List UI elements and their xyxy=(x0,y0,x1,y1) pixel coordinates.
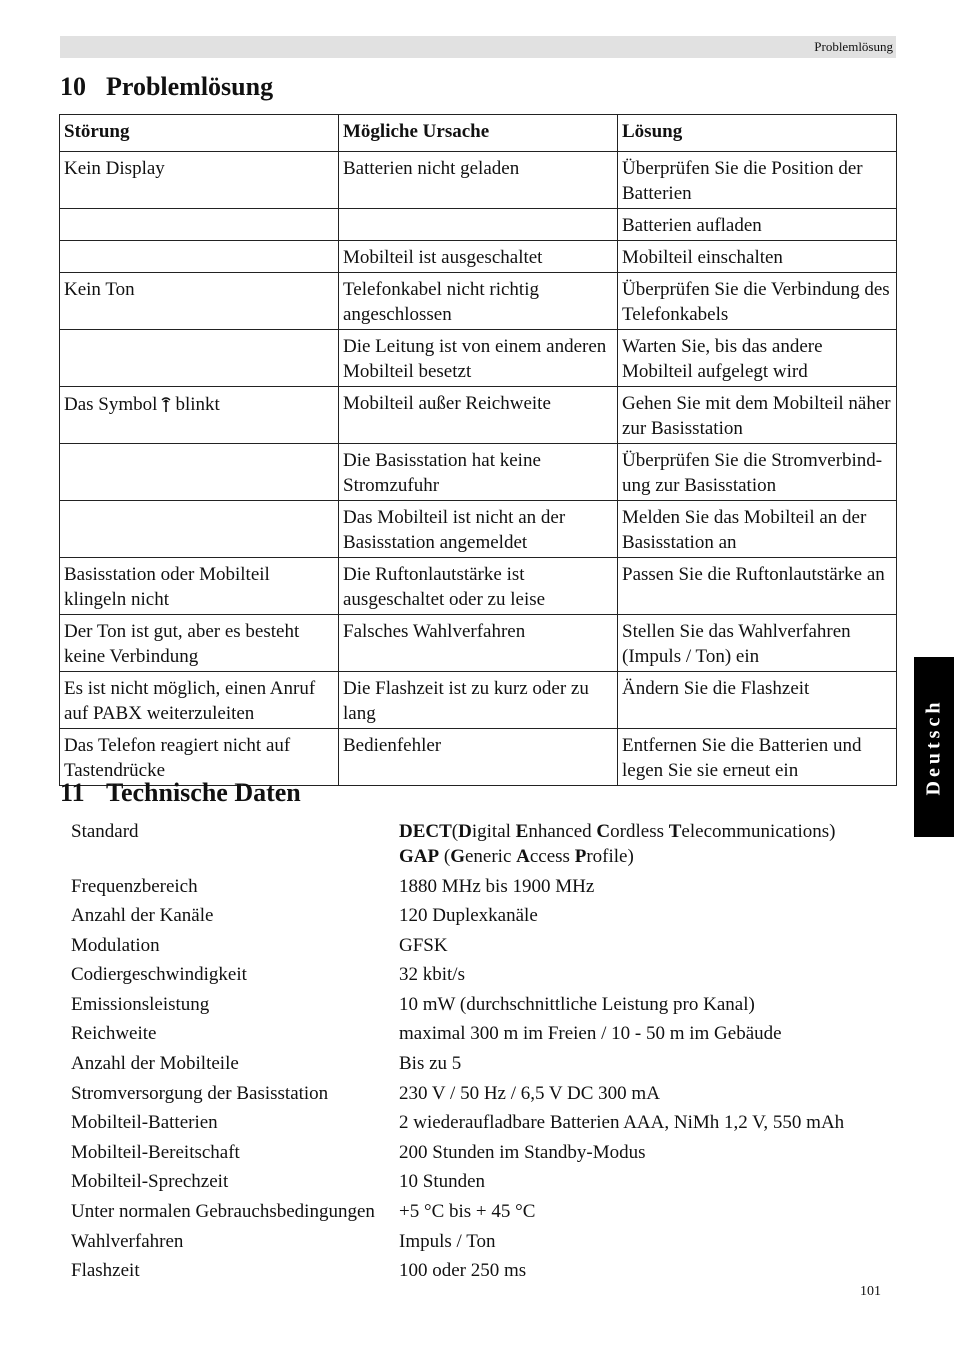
spec-label: Standard xyxy=(71,821,139,842)
table-cell: Warten Sie, bis das andere Mobilteil aufgelegt wird xyxy=(618,330,897,387)
spec-row xyxy=(71,874,901,904)
section-title: Technische Daten xyxy=(106,778,301,807)
table-cell: Batterien nicht geladen xyxy=(339,152,618,209)
spec-value: 230 V / 50 Hz / 6,5 V DC 300 mA xyxy=(399,1082,660,1104)
troubleshooting-table xyxy=(59,114,897,786)
table-cell: Mobilteil außer Reichweite xyxy=(339,387,618,444)
table-cell: Ändern Sie die Flashzeit xyxy=(618,672,897,729)
table-cell: Basisstation oder Mobilteil klingeln nicht xyxy=(60,558,339,615)
table-cell: Entfernen Sie die Batterien und legen Sie sie erneut ein xyxy=(618,729,897,786)
standard-dect: DECT(Digital Enhanced Cordless Telecommunications) xyxy=(399,821,836,842)
section-number: 10 xyxy=(60,72,86,101)
spec-value: maximal 300 m im Freien / 10 - 50 m im Gebäude xyxy=(399,1023,782,1045)
table-cell: Überprüfen Sie die Position der Batterien xyxy=(618,152,897,209)
table-row xyxy=(60,330,897,387)
spec-value: 10 mW (durchschnittliche Leistung pro Kanal) xyxy=(399,993,755,1015)
table-row xyxy=(60,209,897,241)
table-header-row xyxy=(60,115,897,152)
table-cell: Telefonkabel nicht richtig angeschlossen xyxy=(339,273,618,330)
table-row xyxy=(60,387,897,444)
spec-value: GFSK xyxy=(399,934,448,956)
spec-label: Anzahl der Mobilteile xyxy=(71,1053,239,1075)
table-row xyxy=(60,729,897,786)
spec-row xyxy=(71,933,901,963)
symbol-suffix: blinkt xyxy=(175,394,220,415)
table-cell: Falsches Wahlverfahren xyxy=(339,615,618,672)
antenna-icon xyxy=(160,396,172,412)
table-row xyxy=(60,501,897,558)
table-cell: Der Ton ist gut, aber es besteht keine Verbindung xyxy=(60,615,339,672)
table-cell: Stellen Sie das Wahlverfahren (Impuls / Ton) ein xyxy=(618,615,897,672)
table-cell: Das Telefon reagiert nicht auf Tastendrücke xyxy=(60,729,339,786)
spec-row xyxy=(71,1229,901,1259)
spec-label: Emissionsleistung xyxy=(71,993,210,1015)
section-number: 11 xyxy=(60,778,85,807)
page-number: 101 xyxy=(860,1284,881,1299)
table-cell xyxy=(60,444,339,501)
column-header-ursache: Mögliche Ursache xyxy=(339,115,618,152)
table-cell: Gehen Sie mit dem Mobilteil näher zur Basisstation xyxy=(618,387,897,444)
spec-label: Unter normalen Gebrauchsbedingungen xyxy=(71,1201,375,1223)
table-cell: Mobilteil ist ausgeschaltet xyxy=(339,241,618,273)
spec-value: +5 °C bis + 45 °C xyxy=(399,1201,536,1223)
spec-value: 1880 MHz bis 1900 MHz xyxy=(399,875,595,897)
running-header xyxy=(60,36,896,58)
spec-label: Codiergeschwindigkeit xyxy=(71,964,247,986)
table-cell xyxy=(60,209,339,241)
spec-label: Stromversorgung der Basisstation xyxy=(71,1082,329,1104)
spec-row xyxy=(71,1140,901,1170)
table-cell: Das Mobilteil ist nicht an der Basisstation angemeldet xyxy=(339,501,618,558)
spec-row xyxy=(71,1199,901,1229)
table-cell xyxy=(60,501,339,558)
spec-value: 120 Duplexkanäle xyxy=(399,905,538,927)
spec-label: Wahlverfahren xyxy=(71,1230,184,1252)
spec-label: Mobilteil-Bereitschaft xyxy=(71,1141,240,1163)
spec-label: Mobilteil-Batterien xyxy=(71,1112,218,1134)
running-header-title: Problemlösung xyxy=(814,39,893,54)
spec-row xyxy=(71,1169,901,1199)
table-row xyxy=(60,152,897,209)
column-header-stoerung: Störung xyxy=(60,115,339,152)
symbol-prefix: Das Symbol xyxy=(64,394,158,415)
section-heading-problemloesung xyxy=(60,72,273,102)
spec-row xyxy=(71,903,901,933)
spec-row xyxy=(71,1258,901,1288)
spec-row-standard xyxy=(71,819,901,874)
spec-row xyxy=(71,1021,901,1051)
section-heading-technische-daten xyxy=(60,778,301,808)
table-row xyxy=(60,615,897,672)
spec-value: 2 wiederaufladbare Batterien AAA, NiMh 1,2 V, 550 mAh xyxy=(399,1112,845,1134)
table-cell: Die Leitung ist von einem anderen Mobilteil besetzt xyxy=(339,330,618,387)
spec-value: Impuls / Ton xyxy=(399,1230,496,1252)
technical-data-list xyxy=(71,819,901,1288)
spec-label: Modulation xyxy=(71,934,160,956)
table-cell: Die Basisstation hat keine Stromzufuhr xyxy=(339,444,618,501)
table-cell: Die Ruftonlautstärke ist ausgeschaltet oder zu leise xyxy=(339,558,618,615)
spec-label: Mobilteil-Sprechzeit xyxy=(71,1171,229,1193)
table-row xyxy=(60,444,897,501)
table-row xyxy=(60,241,897,273)
spec-row xyxy=(71,1051,901,1081)
table-cell: Mobilteil einschalten xyxy=(618,241,897,273)
table-cell xyxy=(60,241,339,273)
spec-label: Flashzeit xyxy=(71,1260,140,1282)
table-cell: Bedienfehler xyxy=(339,729,618,786)
spec-row xyxy=(71,962,901,992)
table-cell xyxy=(339,209,618,241)
spec-label: Anzahl der Kanäle xyxy=(71,905,214,927)
section-title: Problemlösung xyxy=(106,72,274,101)
table-cell: Es ist nicht möglich, einen Anruf auf PABX weiterzuleiten xyxy=(60,672,339,729)
spec-row xyxy=(71,1110,901,1140)
table-row xyxy=(60,558,897,615)
table-cell-symbol-blinkt xyxy=(60,387,339,444)
table-cell: Kein Display xyxy=(60,152,339,209)
table-cell: Kein Ton xyxy=(60,273,339,330)
table-cell: Melden Sie das Mobilteil an der Basisstation an xyxy=(618,501,897,558)
table-cell: Passen Sie die Ruftonlautstärke an xyxy=(618,558,897,615)
spec-value: 32 kbit/s xyxy=(399,964,465,986)
standard-gap: GAP (Generic Access Profile) xyxy=(399,846,634,867)
table-cell xyxy=(60,330,339,387)
spec-row xyxy=(71,1081,901,1111)
table-cell: Überprüfen Sie die Verbindung des Telefonkabels xyxy=(618,273,897,330)
table-row xyxy=(60,273,897,330)
spec-value: 200 Stunden im Standby-Modus xyxy=(399,1141,646,1163)
language-tab xyxy=(914,657,954,837)
spec-value: Bis zu 5 xyxy=(399,1053,462,1075)
spec-value-standard xyxy=(399,819,901,874)
column-header-loesung: Lösung xyxy=(618,115,897,152)
language-tab-label: Deutsch xyxy=(922,698,945,796)
spec-row xyxy=(71,992,901,1022)
table-cell: Überprüfen Sie die Stromverbind-ung zur Basisstation xyxy=(618,444,897,501)
table-row xyxy=(60,672,897,729)
spec-value: 100 oder 250 ms xyxy=(399,1260,527,1282)
spec-label: Frequenzbereich xyxy=(71,875,198,897)
spec-value: 10 Stunden xyxy=(399,1171,486,1193)
table-cell: Die Flashzeit ist zu kurz oder zu lang xyxy=(339,672,618,729)
table-cell: Batterien aufladen xyxy=(618,209,897,241)
spec-label: Reichweite xyxy=(71,1023,157,1045)
